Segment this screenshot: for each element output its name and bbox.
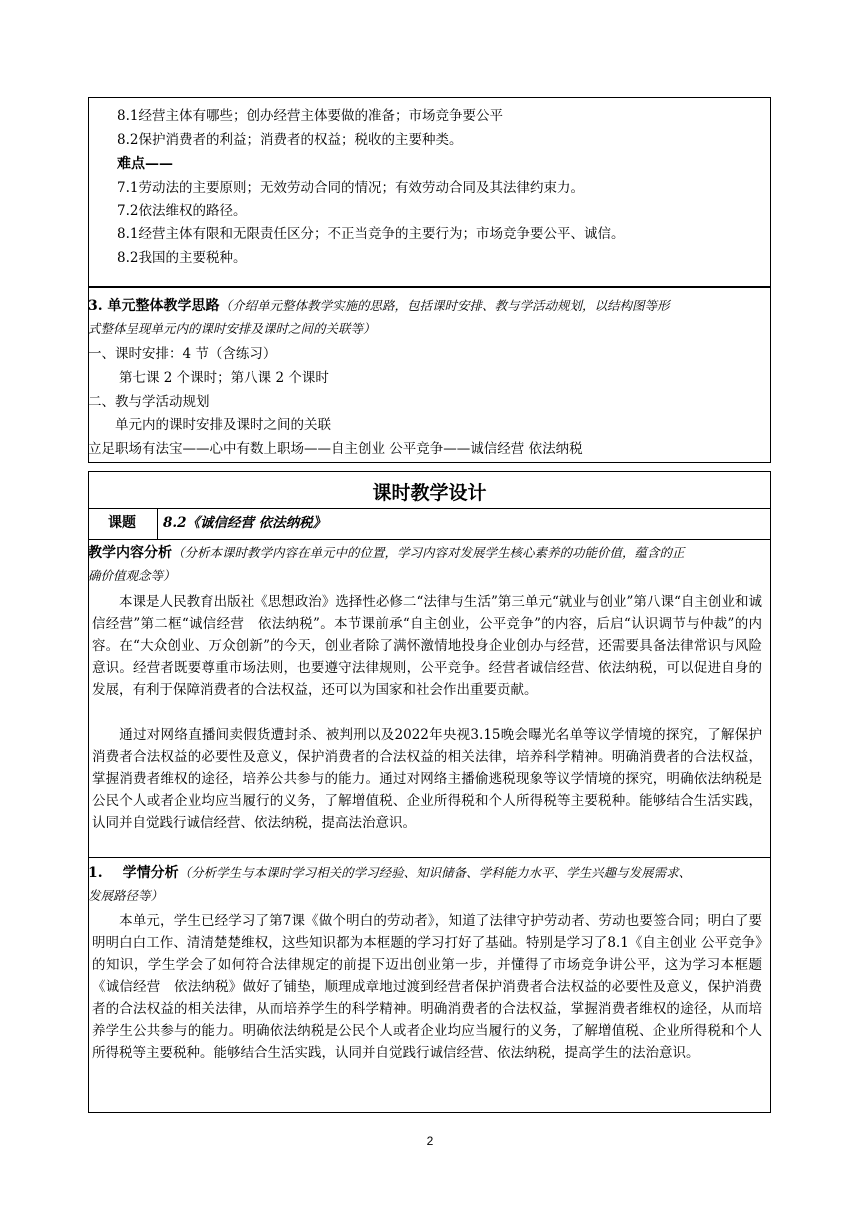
content-analysis-note: （分析本课时教学内容在单元中的位置，学习内容对发展学生核心素养的功能价值，蕴含的正 xyxy=(172,545,685,560)
learning-analysis-paragraph: 本单元，学生已经学习了第7课《做个明白的劳动者》，知道了法律守护劳动者、劳动也要签合同；明白了要明明白白工作、清清楚楚维权，这些知识都为本框题的学习打好了基础。特别是学习了8.1《自主创业 公平竞争》的知识，学生学会了如何符合法律规定的前提下迈出创业第一步，并懂得了市场竞争讲公平，这为学习本框题《诚信经营 依法纳税》做好了铺垫，顺理成章地过渡到经营者保护消费者合法权益的必要性及意义，保护消费者的合法权益的相关法律，从而培养学生的科学精神。明确消费者的合法权益，掌握消费者维权的途径，从而培养学生公共参与的能力。明确依法纳税是公民个人或者企业均应当履行的义务，了解增值税、企业所得税和个人所得税等主要税种。能够结合生活实践，认同并自觉践行诚信经营、依法纳税，提高学生的法治意识。 xyxy=(92,913,762,1061)
content-analysis-paragraph: 通过对网络直播间卖假货遭封杀、被判刑以及2022年央视3.15晚会曝光名单等议学情境的探究，了解保护消费者合法权益的必要性及意义，保护消费者的合法权益的相关法律，培养科学精神。明确消费者的合法权益，掌握消费者维权的途径，培养公共参与的能力。通过对网络主播偷逃税现象等议学情境的探究，明确依法纳税是公民个人或者企业均应当履行的义务，了解增值税、企业所得税和个人所得税等主要税种。能够结合生活实践，认同并自觉践行诚信经营、依法纳税，提高法治意识。 xyxy=(92,727,762,831)
difficulty-line: 8.2我国的主要税种。 xyxy=(117,250,247,266)
learning-analysis-number: 1. xyxy=(88,865,103,881)
unit-thinking-note: （介绍单元整体教学实施的思路，包括课时安排、教与学活动规划，以结构图等形 xyxy=(219,298,670,313)
lesson-design-title: 课时教学设计 xyxy=(372,482,487,504)
learning-analysis-heading-row xyxy=(88,864,691,882)
key-point-line: 8.1经营主体有哪些；创办经营主体要做的准备；市场竞争要公平 xyxy=(117,108,503,124)
learning-analysis-note-cont: 发展路径等） xyxy=(88,888,164,903)
topic-label: 课题 xyxy=(108,515,136,531)
section-divider xyxy=(88,857,771,858)
lesson-flow-line: 立足职场有法宝——心中有数上职场——自主创业 公平竞争——诚信经营 依法纳税 xyxy=(88,441,583,457)
activity-plan-line: 二、教与学活动规划 xyxy=(88,394,210,410)
key-point-line: 8.2保护消费者的利益；消费者的权益；税收的主要种类。 xyxy=(117,132,463,148)
difficulty-line: 7.2依法维权的路径。 xyxy=(117,203,247,219)
topic-bottom-divider xyxy=(88,539,771,540)
difficulty-heading: 难点—— xyxy=(117,156,173,172)
content-analysis-note-cont: 确价值观念等） xyxy=(88,568,176,583)
content-analysis-heading-row xyxy=(88,544,685,562)
unit-thinking-note-cont: 式整体呈现单元内的课时安排及课时之间的关联等） xyxy=(88,321,376,336)
schedule-line: 一、课时安排：4 节（含练习） xyxy=(88,346,277,362)
topic-divider xyxy=(157,508,158,539)
unit-thinking-heading-row xyxy=(88,297,670,315)
page-number: 2 xyxy=(426,1134,434,1148)
learning-analysis-heading: 学情分析 xyxy=(122,865,179,881)
schedule-detail: 第七课 2 个课时；第八课 2 个课时 xyxy=(119,370,329,386)
content-analysis-heading: 教学内容分析 xyxy=(88,545,172,561)
topic-value: 8.2《诚信经营 依法纳税》 xyxy=(163,515,327,531)
difficulty-line: 7.1劳动法的主要原则；无效劳动合同的情况；有效劳动合同及其法律约束力。 xyxy=(117,180,584,196)
difficulty-line: 8.1经营主体有限和无限责任区分；不正当竞争的主要行为；市场竞争要公平、诚信。 xyxy=(117,226,625,242)
activity-plan-detail: 单元内的课时安排及课时之间的关联 xyxy=(115,417,331,433)
unit-thinking-heading: 3. 单元整体教学思路 xyxy=(88,298,220,314)
learning-analysis-note: （分析学生与本课时学习相关的学习经验、知识储备、学科能力水平、学生兴趣与发展需求、 xyxy=(178,865,692,880)
content-analysis-paragraph: 本课是人民教育出版社《思想政治》选择性必修二“法律与生活”第三单元“就业与创业”第八课“自主创业和诚信经营”第二框“诚信经营 依法纳税”。本节课前承“自主创业，公平竞争”的内容，后启“认识调节与仲裁”的内容。在“大众创业、万众创新”的今天，创业者除了满怀激情地投身企业创办与经营，还需要具备法律常识与风险意识。经营者既要尊重市场法则，也要遵守法律规则，公平竞争。经营者诚信经营、依法纳税，可以促进自身的发展，有利于保障消费者的合法权益，还可以为国家和社会作出重要贡献。 xyxy=(92,594,762,698)
title-divider xyxy=(88,508,771,509)
